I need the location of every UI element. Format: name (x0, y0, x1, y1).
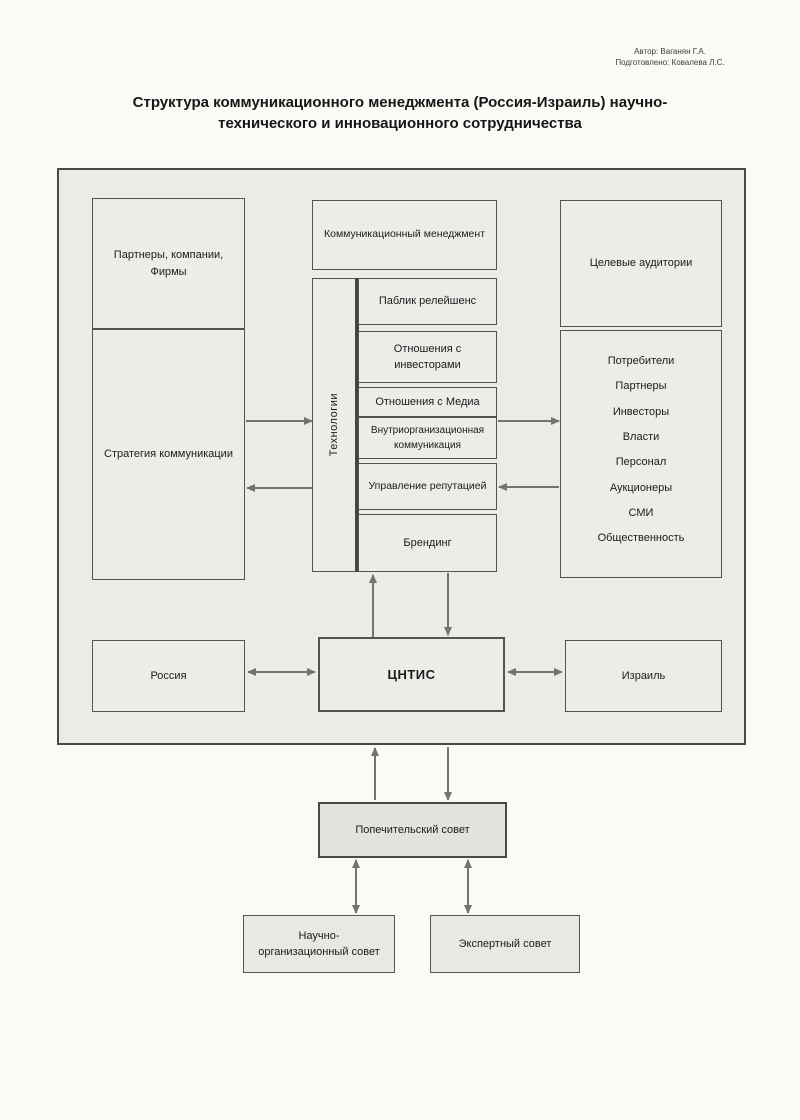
arrowhead-right-icon (307, 668, 316, 676)
arrow-cntis-to-tools (372, 575, 374, 637)
partners-box: Партнеры, компании, Фирмы (92, 198, 245, 329)
scientific-council-box: Научно-организационный совет (243, 915, 395, 973)
tool-investor-relations-box: Отношения с инвесторами (358, 331, 497, 383)
target-audiences-box: Целевые аудитории (560, 200, 722, 327)
arrowhead-down-icon (464, 905, 472, 914)
credit-prepared: Подготовлено: Ковалева Л.С. (615, 58, 725, 67)
audience-item-partners: Партнеры (615, 380, 667, 393)
arrow-frame-to-trustee (447, 747, 449, 800)
arrowhead-up-icon (352, 859, 360, 868)
arrow-trustee-expert (467, 860, 469, 913)
arrow-cntis-israel (508, 671, 562, 673)
arrow-tools-to-cntis (447, 573, 449, 635)
arrowhead-right-icon (551, 417, 560, 425)
expert-council-box: Экспертный совет (430, 915, 580, 973)
tool-reputation-management-box: Управление репутацией (358, 463, 497, 510)
arrowhead-left-icon (498, 483, 507, 491)
russia-box: Россия (92, 640, 245, 712)
arrowhead-up-icon (371, 747, 379, 756)
tool-media-relations-box: Отношения с Медиа (358, 387, 497, 417)
audience-item-personnel: Персонал (615, 456, 667, 469)
arrowhead-left-icon (247, 668, 256, 676)
arrowhead-up-icon (369, 574, 377, 583)
audience-item-shareholders: Аукционеры (609, 481, 673, 494)
arrowhead-left-icon (507, 668, 516, 676)
credits (580, 46, 760, 68)
audience-item-authorities: Власти (622, 431, 660, 444)
arrowhead-right-icon (304, 417, 313, 425)
technologies-label: Технологии (327, 393, 340, 457)
arrow-strategy-to-technologies (246, 420, 312, 422)
technologies-box (312, 278, 356, 572)
arrow-technologies-to-strategy (247, 487, 312, 489)
arrow-trustee-to-frame (374, 748, 376, 800)
arrow-tools-to-audiences (498, 420, 559, 422)
trustee-council-box: Попечительский совет (318, 802, 507, 858)
arrowhead-down-icon (444, 792, 452, 801)
arrowhead-down-icon (352, 905, 360, 914)
arrow-audiences-to-reputation (499, 486, 559, 488)
audience-item-consumers: Потребители (607, 355, 675, 367)
communication-management-box: Коммуникационный менеджмент (312, 200, 497, 270)
audience-item-media: СМИ (628, 507, 654, 520)
strategy-box: Стратегия коммуникации (92, 329, 245, 580)
arrowhead-left-icon (246, 484, 255, 492)
page-title: Структура коммуникационного менеджмента (Россия-Израиль) научно-технического и инновационного сотрудничества (132, 94, 668, 132)
audience-item-investors: Инвесторы (612, 405, 670, 418)
audiences-list-box (560, 330, 722, 578)
tool-public-relations-box: Паблик релейшенс (358, 278, 497, 325)
tool-internal-communication-box: Внутриорганизационная коммуникация (358, 417, 497, 459)
arrow-russia-cntis (248, 671, 315, 673)
tool-branding-box: Брендинг (358, 514, 497, 572)
cntis-box: ЦНТИС (318, 637, 505, 712)
arrowhead-right-icon (554, 668, 563, 676)
credit-author: Автор: Ваганян Г.А. (634, 47, 706, 56)
arrowhead-up-icon (464, 859, 472, 868)
audience-item-public: Общественность (597, 532, 685, 545)
arrowhead-down-icon (444, 627, 452, 636)
israel-box: Израиль (565, 640, 722, 712)
arrow-trustee-scientific (355, 860, 357, 913)
